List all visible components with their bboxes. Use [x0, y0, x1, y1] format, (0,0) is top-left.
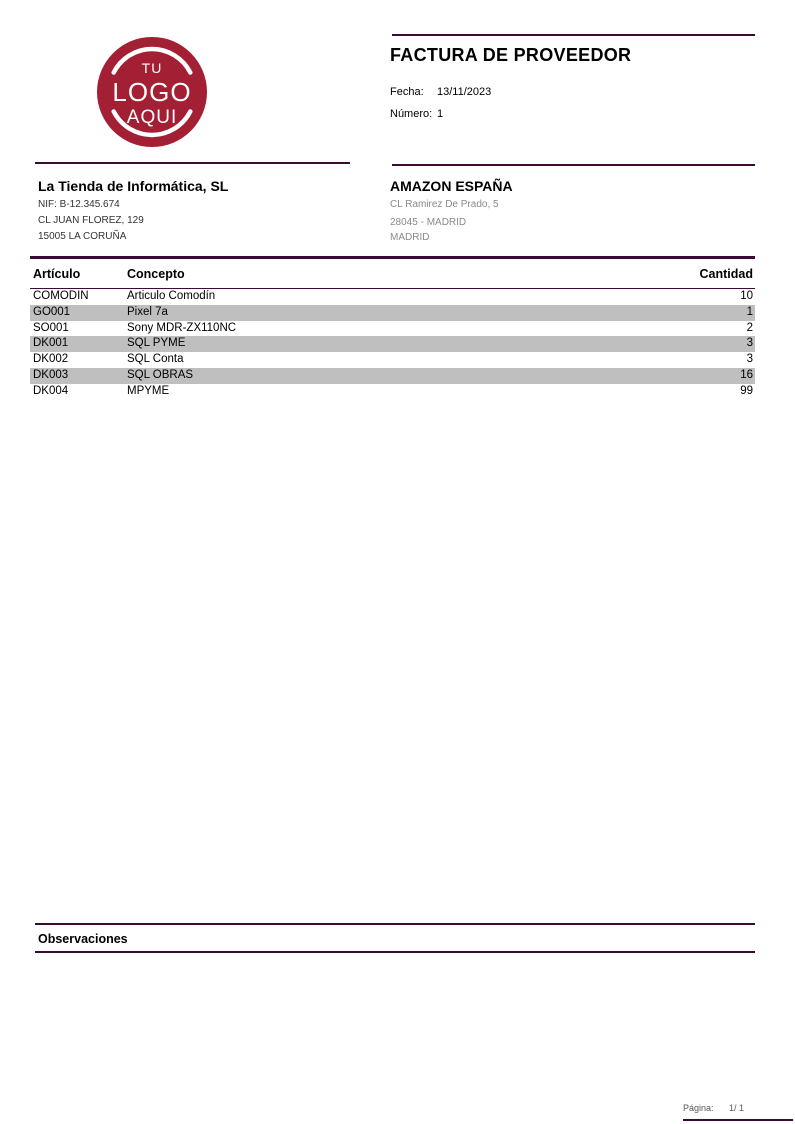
- supplier-nif: NIF: B-12.345.674: [38, 199, 120, 210]
- numero-label: Número:: [390, 108, 433, 120]
- cell-cantidad: 10: [740, 290, 753, 302]
- cell-articulo: DK004: [33, 384, 69, 397]
- observaciones-bottom-rule: [35, 951, 755, 953]
- cell-cantidad: 16: [740, 368, 753, 381]
- table-row: [30, 336, 755, 352]
- cell-concepto: SQL Conta: [127, 353, 184, 366]
- cell-concepto: Articulo Comodín: [127, 290, 216, 302]
- cell-cantidad: 99: [740, 384, 753, 397]
- column-header-concepto: Concepto: [127, 266, 185, 281]
- cell-cantidad: 3: [746, 353, 753, 366]
- cell-articulo: GO001: [33, 305, 71, 318]
- observaciones-label: Observaciones: [38, 932, 128, 946]
- supplier-rule: [35, 162, 350, 164]
- cell-concepto: Sony MDR-ZX110NC: [127, 321, 237, 334]
- pagina-value: 1/ 1: [729, 1103, 745, 1113]
- logo-text-logo: LOGO: [112, 77, 192, 107]
- cell-cantidad: 1: [746, 305, 753, 318]
- fecha-value: 13/11/2023: [437, 86, 492, 98]
- supplier-address: CL JUAN FLOREZ, 129: [38, 215, 144, 226]
- cell-articulo: COMODIN: [33, 290, 89, 302]
- cell-concepto: SQL PYME: [127, 337, 186, 350]
- table-row: [30, 289, 755, 305]
- cell-articulo: SO001: [33, 321, 69, 334]
- customer-postal-city: 28045 - MADRID: [390, 217, 467, 228]
- items-table: [30, 256, 755, 400]
- company-logo: [97, 37, 207, 147]
- cell-concepto: SQL OBRAS: [127, 368, 194, 381]
- logo-text-aqui: AQUI: [126, 107, 178, 128]
- observaciones-top-rule: [35, 923, 755, 925]
- table-row: [30, 352, 755, 368]
- customer-address: CL Ramirez De Prado, 5: [390, 199, 499, 210]
- cell-articulo: DK002: [33, 353, 69, 366]
- supplier-name: La Tienda de Informática, SL: [38, 178, 229, 194]
- customer-rule: [392, 164, 755, 166]
- cell-cantidad: 3: [746, 337, 753, 350]
- title-top-rule: [392, 34, 755, 36]
- table-row: [30, 321, 755, 337]
- cell-concepto: Pixel 7a: [127, 305, 168, 318]
- customer-province: MADRID: [390, 232, 430, 243]
- table-header-row: [30, 256, 755, 289]
- column-header-cantidad: Cantidad: [699, 266, 753, 281]
- page-title: FACTURA DE PROVEEDOR: [390, 45, 632, 65]
- footer-rule: [683, 1119, 793, 1121]
- supplier-city: 15005 LA CORUÑA: [38, 231, 127, 242]
- table-row: [30, 368, 755, 384]
- logo-text-tu: TU: [141, 60, 163, 76]
- table-row: [30, 305, 755, 321]
- cell-cantidad: 2: [746, 321, 753, 334]
- pagina-label: Página:: [683, 1103, 714, 1113]
- table-row: [30, 384, 755, 400]
- fecha-label: Fecha:: [390, 86, 424, 98]
- column-header-articulo: Artículo: [33, 266, 81, 281]
- cell-articulo: DK003: [33, 368, 69, 381]
- cell-concepto: MPYME: [127, 384, 170, 397]
- numero-value: 1: [437, 108, 444, 120]
- cell-articulo: DK001: [33, 337, 69, 350]
- customer-name: AMAZON ESPAÑA: [390, 178, 513, 194]
